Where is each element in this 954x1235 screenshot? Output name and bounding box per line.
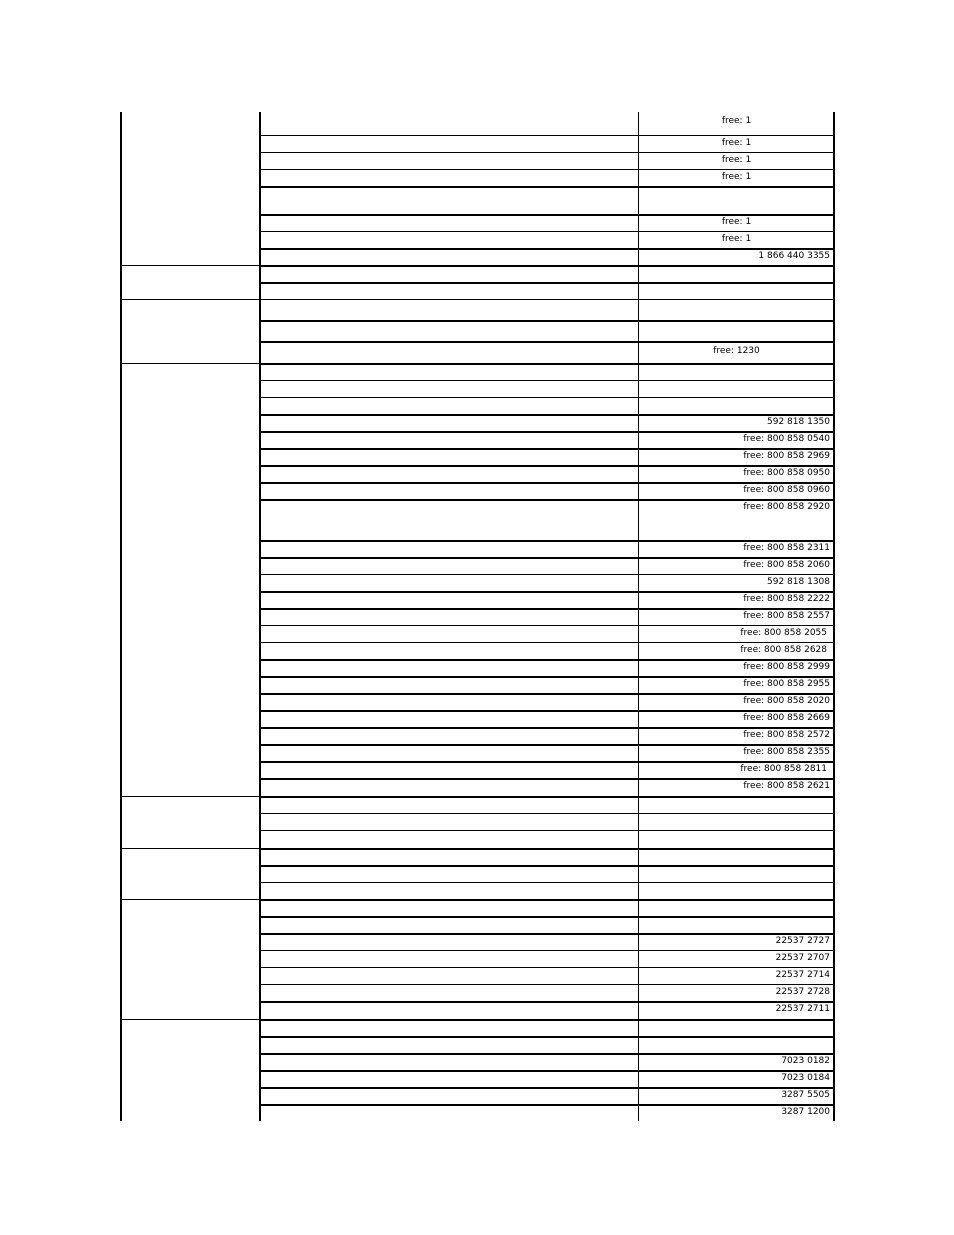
phone-number: free: 800 858 2055 <box>740 628 827 638</box>
phone-number: 592 818 1350 <box>767 417 830 427</box>
table-row <box>260 865 834 882</box>
phone-number <box>639 397 834 414</box>
phone-number: free: 800 858 2955 <box>743 679 830 689</box>
table-row <box>260 1036 834 1053</box>
table-row <box>260 465 834 482</box>
table-row <box>260 967 834 984</box>
table-row <box>260 574 834 591</box>
phone-number <box>639 848 834 865</box>
phone-number: free: 1230 <box>713 346 760 356</box>
table-row <box>260 916 834 933</box>
table-row <box>260 186 834 214</box>
phone-number: 22537 2714 <box>775 970 830 980</box>
table-row <box>260 591 834 608</box>
phone-number: free: 1 <box>721 234 752 244</box>
table-row <box>260 448 834 465</box>
table-row <box>260 265 834 282</box>
phone-number: free: 800 858 2020 <box>743 696 830 706</box>
phone-number: free: 1 <box>721 172 752 182</box>
table-row <box>260 693 834 710</box>
phone-number <box>639 813 834 830</box>
table-row <box>260 848 834 865</box>
table-row <box>260 214 834 231</box>
table-row <box>260 231 834 248</box>
table-row <box>260 1070 834 1087</box>
phone-number: free: 800 858 2969 <box>743 451 830 461</box>
group-divider <box>120 796 260 797</box>
phone-number: free: 800 858 2621 <box>743 781 830 791</box>
table-row <box>260 676 834 693</box>
table-row <box>260 984 834 1001</box>
table-row <box>260 1053 834 1070</box>
phone-number: 1 866 440 3355 <box>758 251 830 261</box>
phone-number: free: 800 858 2669 <box>743 713 830 723</box>
phone-number: free: 800 858 2557 <box>743 611 830 621</box>
table-row <box>260 414 834 431</box>
phone-number: 22537 2711 <box>775 1004 830 1014</box>
phone-number: free: 800 858 2920 <box>743 502 830 512</box>
table-row <box>260 248 834 265</box>
table-row <box>260 397 834 414</box>
phone-number: free: 800 858 0950 <box>743 468 830 478</box>
table-row <box>260 169 834 186</box>
phone-number <box>639 830 834 848</box>
table-row <box>260 761 834 778</box>
phone-number: free: 1 <box>721 138 752 148</box>
table-row <box>260 727 834 744</box>
phone-number: free: 1 <box>721 155 752 165</box>
phone-number <box>639 320 834 341</box>
table-row <box>260 112 834 135</box>
phone-number: free: 800 858 0540 <box>743 434 830 444</box>
group-divider <box>120 899 260 900</box>
table-row <box>260 1001 834 1019</box>
table-row <box>260 744 834 761</box>
table-row <box>260 710 834 727</box>
table-row <box>260 152 834 169</box>
phone-number: 7023 0182 <box>781 1056 830 1066</box>
table-row <box>260 813 834 830</box>
table-left-border <box>120 112 122 1121</box>
phone-number: free: 800 858 2222 <box>743 594 830 604</box>
phone-number <box>639 282 834 299</box>
phone-number: free: 800 858 0960 <box>743 485 830 495</box>
group-divider <box>120 265 260 266</box>
phone-number: free: 800 858 2572 <box>743 730 830 740</box>
table-row <box>260 299 834 320</box>
phone-number: free: 1 <box>721 217 752 227</box>
table-row <box>260 341 834 363</box>
phone-number <box>639 1036 834 1053</box>
table-row <box>260 499 834 540</box>
phone-number <box>639 380 834 397</box>
table-row <box>260 882 834 899</box>
table-row <box>260 830 834 848</box>
phone-number: free: 800 858 2628 <box>740 645 827 655</box>
phone-number <box>639 1019 834 1036</box>
table-row <box>260 540 834 557</box>
table-row <box>260 625 834 642</box>
phone-number: 3287 5505 <box>781 1090 830 1100</box>
table-row <box>260 431 834 448</box>
phone-number <box>639 186 834 214</box>
phone-number <box>639 899 834 916</box>
phone-number <box>639 796 834 813</box>
phone-number: free: 800 858 2811 <box>740 764 827 774</box>
phone-number <box>639 882 834 899</box>
table-row <box>260 135 834 152</box>
phone-number: free: 800 858 2999 <box>743 662 830 672</box>
table-row <box>260 1104 834 1121</box>
phone-number: 22537 2707 <box>775 953 830 963</box>
phone-number <box>639 865 834 882</box>
group-divider <box>120 848 260 849</box>
table-row <box>260 1019 834 1036</box>
phone-number: 7023 0184 <box>781 1073 830 1083</box>
table-row <box>260 608 834 625</box>
table-row <box>260 380 834 397</box>
group-divider <box>120 1019 260 1020</box>
phone-number: 22537 2727 <box>775 936 830 946</box>
table-row <box>260 659 834 676</box>
table-row <box>260 320 834 341</box>
table-row <box>260 933 834 950</box>
phone-number: 22537 2728 <box>775 987 830 997</box>
phone-number: free: 800 858 2355 <box>743 747 830 757</box>
phone-number <box>639 265 834 282</box>
table-row <box>260 557 834 574</box>
table-row <box>260 950 834 967</box>
table-row <box>260 899 834 916</box>
phone-number: 3287 1200 <box>781 1107 830 1117</box>
phone-number <box>639 299 834 320</box>
table-row <box>260 1087 834 1104</box>
phone-number: 592 818 1308 <box>767 577 830 587</box>
group-divider <box>120 363 260 364</box>
table-row <box>260 778 834 796</box>
phone-number <box>639 916 834 933</box>
table-row <box>260 282 834 299</box>
table-row <box>260 482 834 499</box>
phone-number: free: 1 <box>721 116 752 126</box>
phone-number: free: 800 858 2060 <box>743 560 830 570</box>
table-row <box>260 796 834 813</box>
table-row <box>260 642 834 659</box>
group-divider <box>120 299 260 300</box>
table-row <box>260 363 834 380</box>
phone-number: free: 800 858 2311 <box>743 543 830 553</box>
phone-number <box>639 363 834 380</box>
